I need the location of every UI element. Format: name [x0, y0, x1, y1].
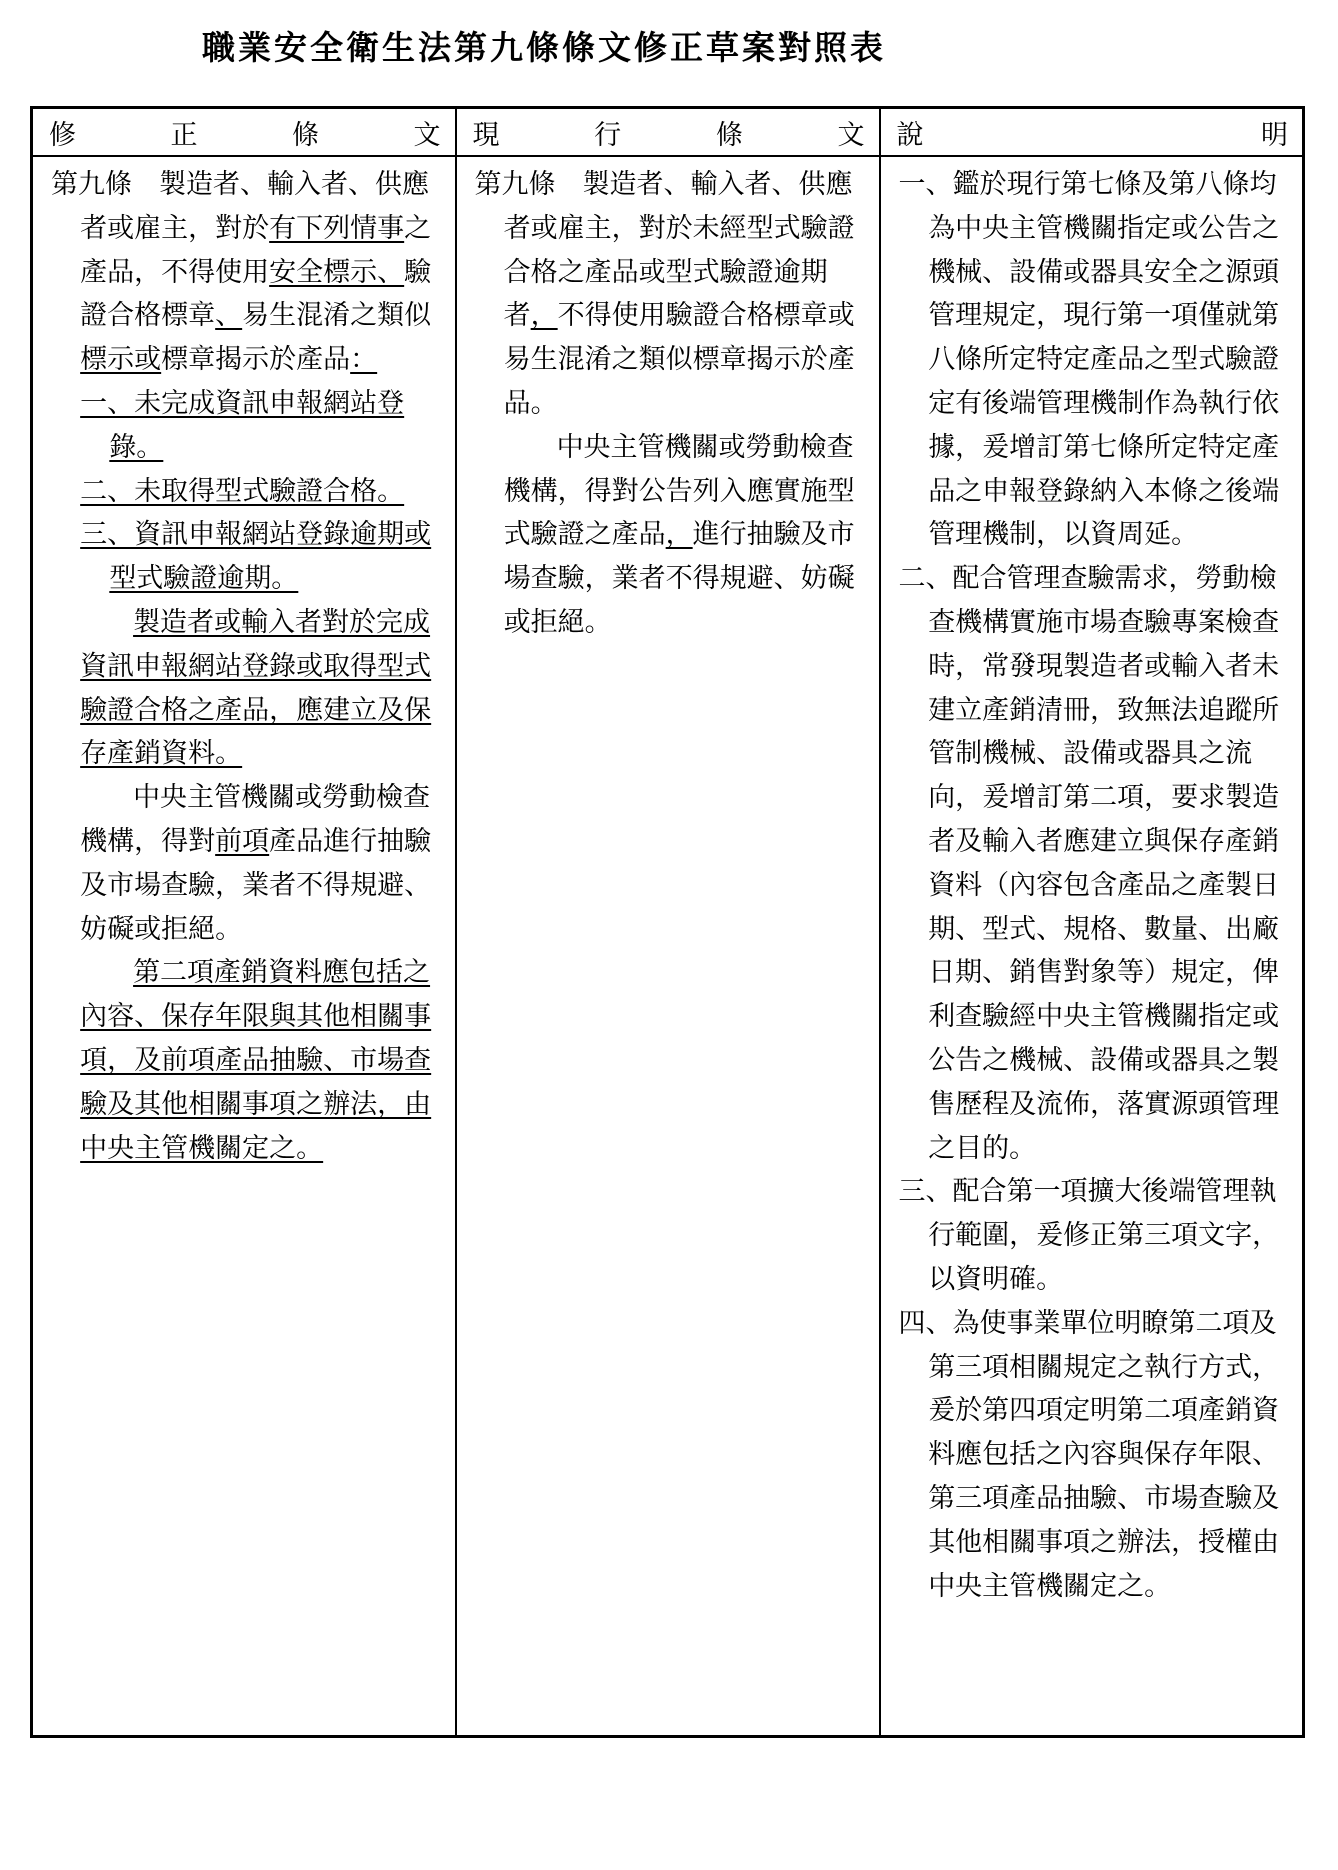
amended-paragraph-2: 製造者或輸入者對於完成資訊申報網站登錄或取得型式驗證合格之產品，應建立及保存產銷資料。	[80, 606, 432, 770]
comparison-table	[30, 106, 1305, 1738]
explanation-item-2: 二、配合管理查驗需求，勞動檢查機構實施市場查驗專案檢查時，常發現製造者或輸入者未建立產銷清冊，致無法追蹤所管制機械、設備或器具之流向，爰增訂第二項，要求製造者及輸入者應建立與保存產銷資料（內容包含產品之產製日期、型式、規格、數量、出廠日期、銷售對象等）規定，俾利查驗經中央主管機關指定或公告之機械、設備或器具之製售歷程及流佈，落實源頭管理之目的。	[898, 563, 1280, 1164]
current-cell	[456, 156, 880, 1737]
header-row	[32, 108, 1304, 157]
explanation-item-1: 一、鑑於現行第七條及第八條均為中央主管機關指定或公告之機械、設備或器具安全之源頭管理規定，現行第一項僅就第八條所定特定產品之型式驗證定有後端管理機制作為執行依據，爰增訂第七條所定特定產品之申報登錄納入本條之後端管理機制，以資周延。	[898, 169, 1280, 551]
amended-item-1: 一、未完成資訊申報網站登錄。	[80, 387, 405, 463]
header-current: 現 行 條 文	[456, 108, 880, 157]
amended-item-3: 三、資訊申報網站登錄逾期或型式驗證逾期。	[80, 519, 432, 595]
current-paragraph-1: 第九條 製造者、輸入者、供應者或雇主，對於未經型式驗證合格之產品或型式驗證逾期者，不得使用驗證合格標章或易生混淆之類似標章揭示於產品。	[474, 169, 855, 419]
amended-items	[51, 382, 439, 601]
header-amended: 修 正 條 文	[32, 108, 456, 157]
amended-cell	[32, 156, 456, 1737]
amended-paragraph-3: 中央主管機關或勞動檢查機構，得對前項產品進行抽驗及市場查驗，業者不得規避、妨礙或拒絕。	[80, 782, 432, 945]
content-row	[32, 156, 1304, 1737]
page-title: 職業安全衛生法第九條條文修正草案對照表	[202, 28, 886, 67]
explanation-cell	[880, 156, 1304, 1737]
amended-paragraph-1: 第九條 製造者、輸入者、供應者或雇主，對於有下列情事之產品，不得使用安全標示、驗證合格標章、易生混淆之類似標示或標章揭示於產品：	[51, 169, 432, 376]
explanation-item-3: 三、配合第一項擴大後端管理執行範圍，爰修正第三項文字，以資明確。	[898, 1176, 1280, 1295]
header-explanation: 說 明	[880, 108, 1304, 157]
explanation-item-4: 四、為使事業單位明瞭第二項及第三項相關規定之執行方式，爰於第四項定明第二項產銷資料應包括之內容與保存年限、第三項產品抽驗、市場查驗及其他相關事項之辦法，授權由中央主管機關定之。	[898, 1307, 1280, 1602]
amended-item-2: 二、未取得型式驗證合格。	[80, 475, 405, 507]
current-paragraph-2: 中央主管機關或勞動檢查機構，得對公告列入應實施型式驗證之產品，進行抽驗及市場查驗，業者不得規避、妨礙或拒絕。	[503, 431, 855, 638]
amended-paragraph-4: 第二項產銷資料應包括之內容、保存年限與其他相關事項，及前項產品抽驗、市場查驗及其他相關事項之辦法，由中央主管機關定之。	[80, 957, 432, 1164]
